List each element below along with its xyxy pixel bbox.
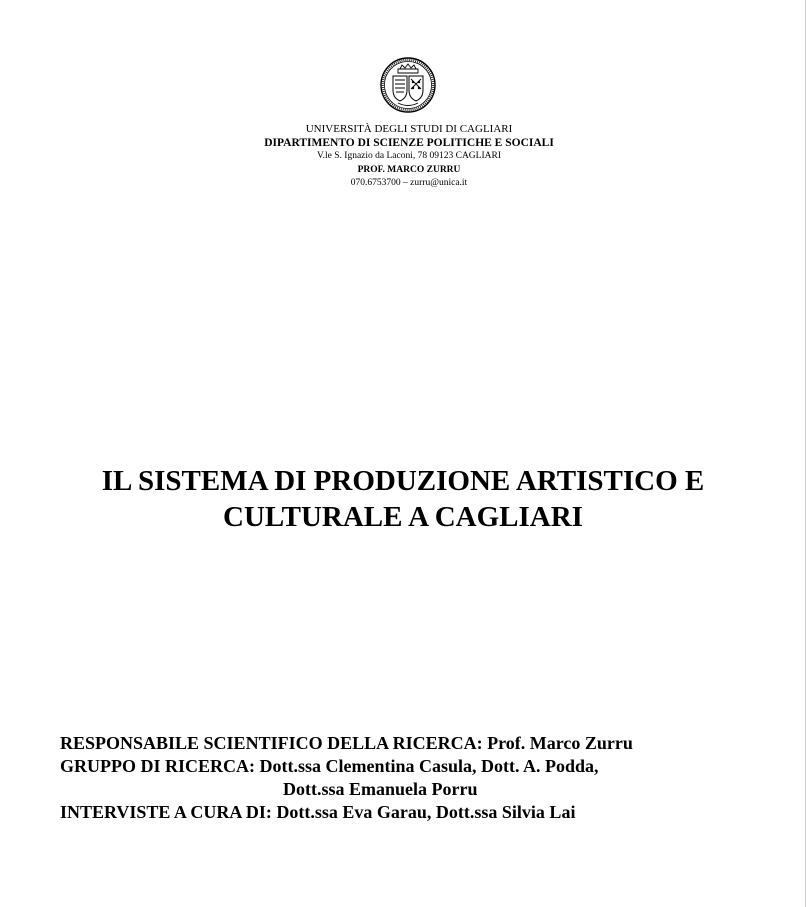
credit-responsible: RESPONSABILE SCIENTIFICO DELLA RICERCA: Prof. Marco Zurru (60, 733, 633, 753)
professor-name: PROF. MARCO ZURRU (357, 164, 461, 175)
department-address: V.le S. Ignazio da Laconi, 78 09123 CAGLIARI (317, 151, 501, 161)
letterhead (200, 123, 618, 191)
credit-interviews: INTERVISTE A CURA DI: Dott.ssa Eva Garau, Dott.ssa Silvia Lai (60, 802, 576, 822)
credit-research-group: GRUPPO DI RICERCA: Dott.ssa Clementina Casula, Dott. A. Podda, (60, 756, 599, 776)
credit-research-group-cont: Dott.ssa Emanuela Porru (283, 779, 478, 799)
title-line-2: CULTURALE A CAGLIARI (223, 501, 583, 533)
credits-block (60, 732, 780, 824)
university-name: UNIVERSITÀ DEGLI STUDI DI CAGLIARI (305, 123, 513, 135)
department-name: DIPARTIMENTO DI SCIENZE POLITICHE E SOCIALI (264, 136, 554, 149)
contact-info: 070.6753700 – zurru@unica.it (350, 178, 468, 188)
university-seal-icon (380, 57, 436, 113)
document-title (30, 463, 776, 535)
title-line-1: IL SISTEMA DI PRODUZIONE ARTISTICO E (101, 465, 705, 497)
